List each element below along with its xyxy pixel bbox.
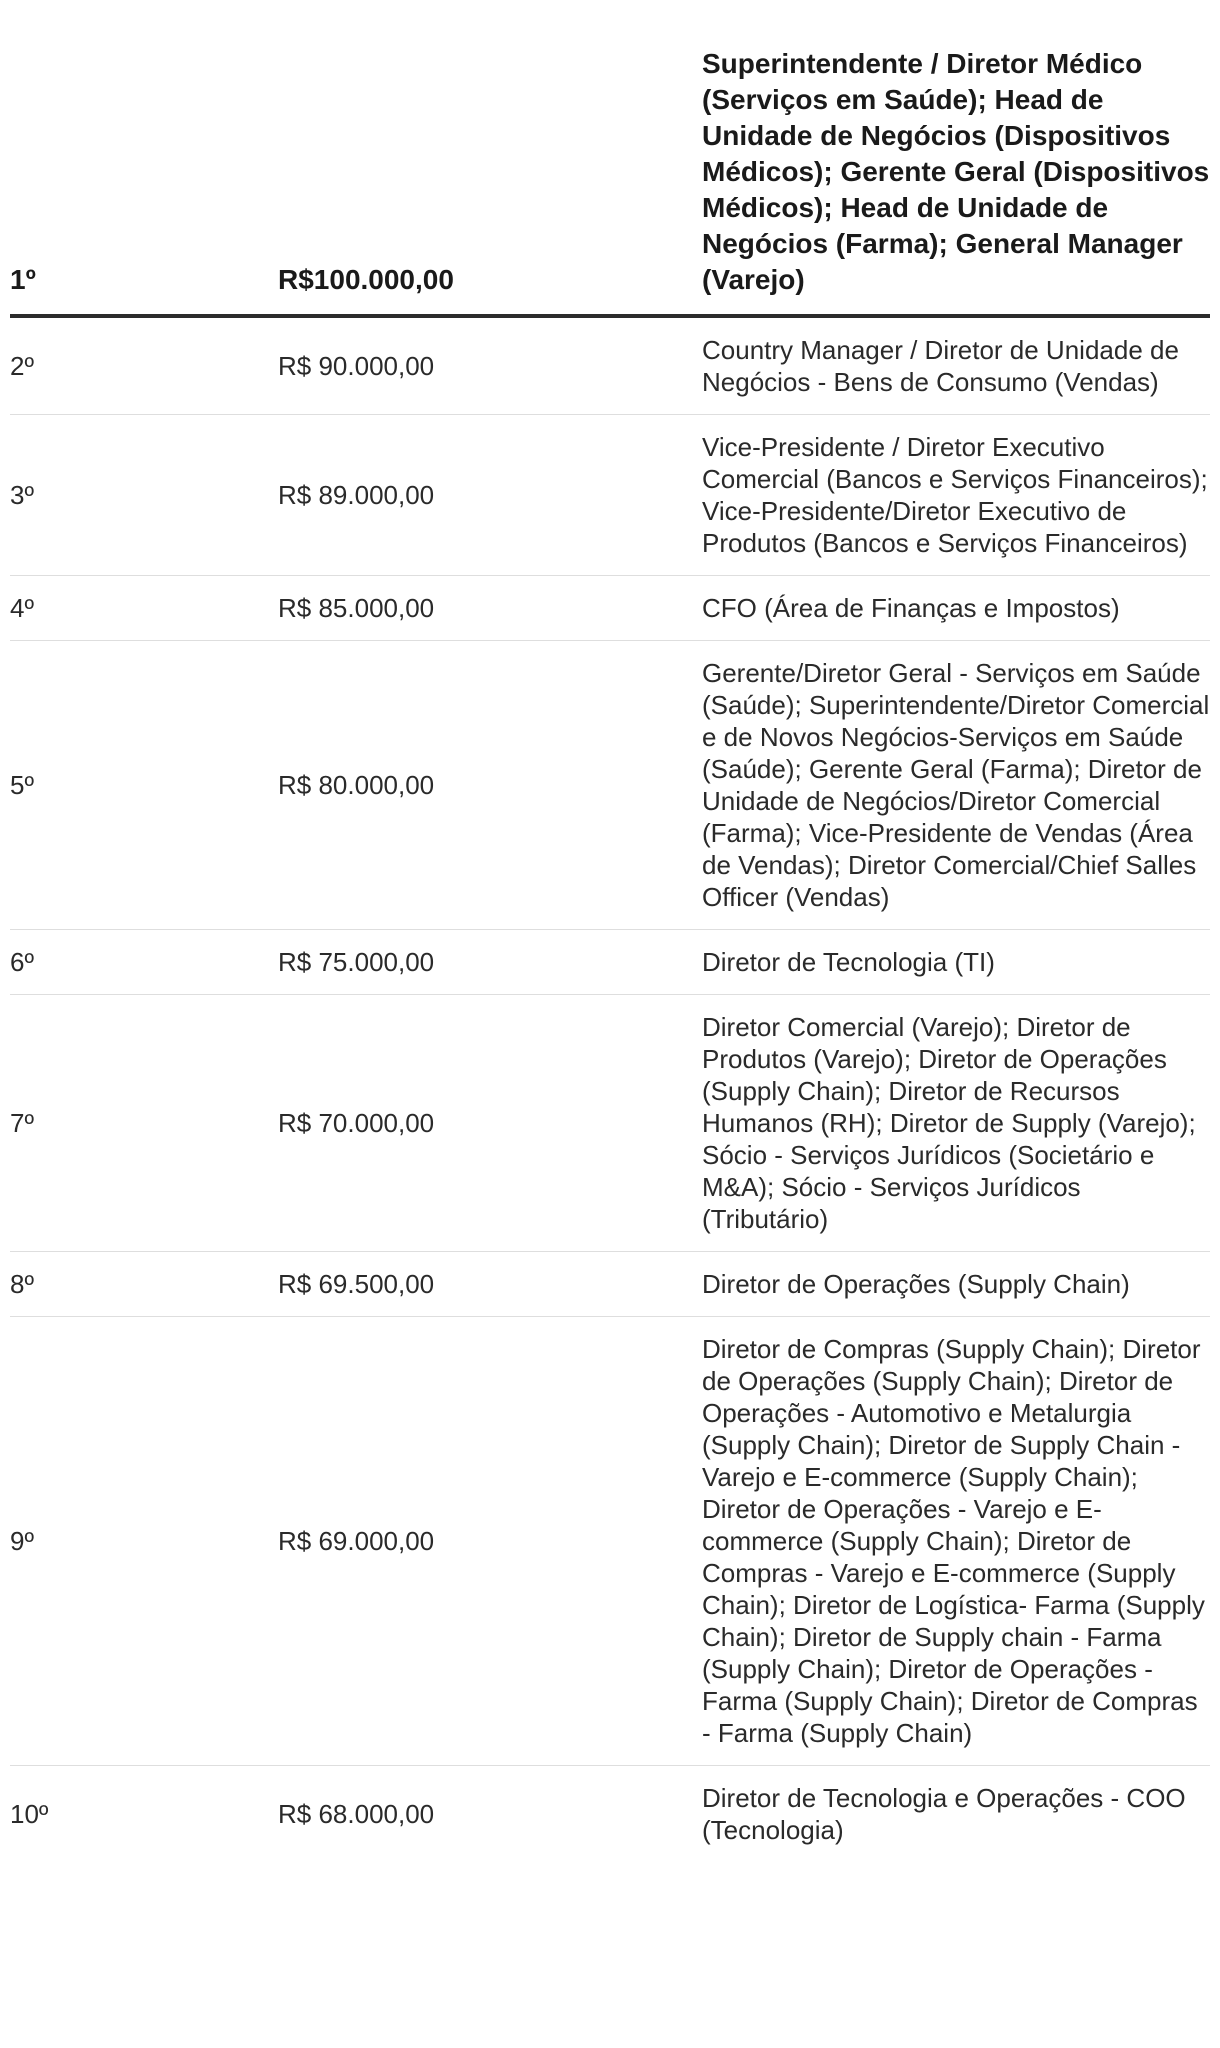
salary-cell: R$ 69.000,00 <box>278 1526 435 1556</box>
salary-cell: R$ 68.000,00 <box>278 1799 435 1829</box>
salary-cell: R$ 89.000,00 <box>278 480 435 510</box>
table-row <box>10 641 1210 930</box>
table-header-row <box>10 46 1210 318</box>
positions-cell: Vice-Presidente / Diretor Executivo Comercial (Bancos e Serviços Financeiros); Vice-Presidente/Diretor Executivo de Produtos (Bancos e Serviços Financeiros) <box>702 432 1208 558</box>
positions-cell: Diretor de Tecnologia e Operações - COO (Tecnologia) <box>702 1783 1186 1845</box>
positions-cell: Diretor de Compras (Supply Chain); Diretor de Operações (Supply Chain); Diretor de Operações - Automotivo e Metalurgia (Supply Chain); Diretor de Supply Chain - Varejo e E-commerce (Supply Chain); Diretor de Operações - Varejo e E-commerce (Supply Chain); Diretor de Compras - Varejo e E-commerce (Supply Chain); Diretor de Logística- Farma (Supply Chain); Diretor de Supply chain - Farma (Supply Chain); Diretor de Operações - Farma (Supply Chain); Diretor de Compras - Farma (Supply Chain) <box>702 1334 1205 1748</box>
positions-cell: Diretor Comercial (Varejo); Diretor de Produtos (Varejo); Diretor de Operações (Supply Chain); Diretor de Recursos Humanos (RH); Diretor de Supply (Varejo); Sócio - Serviços Jurídicos (Societário e M&A); Sócio - Serviços Jurídicos (Tributário) <box>702 1012 1196 1234</box>
table-row <box>10 1252 1210 1317</box>
positions-cell: CFO (Área de Finanças e Impostos) <box>702 593 1120 623</box>
rank-cell: 5º <box>10 770 34 800</box>
rank-cell: 7º <box>10 1108 34 1138</box>
positions-cell: Diretor de Tecnologia (TI) <box>702 947 995 977</box>
salary-cell: R$ 75.000,00 <box>278 947 435 977</box>
rank-cell: 10º <box>10 1799 49 1829</box>
rank-cell: 8º <box>10 1269 34 1299</box>
salary-cell: R$ 90.000,00 <box>278 351 435 381</box>
rank-cell: 6º <box>10 947 34 977</box>
salary-cell: R$ 70.000,00 <box>278 1108 435 1138</box>
positions-cell: Superintendente / Diretor Médico (Serviços em Saúde); Head de Unidade de Negócios (Dispositivos Médicos); Gerente Geral (Dispositivos Médicos); Head de Unidade de Negócios (Farma); General Manager (Varejo) <box>702 48 1210 295</box>
positions-cell: Gerente/Diretor Geral - Serviços em Saúde (Saúde); Superintendente/Diretor Comercial e de Novos Negócios-Serviços em Saúde (Saúde); Gerente Geral (Farma); Diretor de Unidade de Negócios/Diretor Comercial (Farma); Vice-Presidente de Vendas (Área de Vendas); Diretor Comercial/Chief Salles Officer (Vendas) <box>702 658 1210 912</box>
rank-cell: 9º <box>10 1526 34 1556</box>
salary-cell: R$ 85.000,00 <box>278 593 435 623</box>
table-row <box>10 1317 1210 1766</box>
table-row <box>10 1766 1210 1862</box>
salary-cell: R$ 69.500,00 <box>278 1269 435 1299</box>
rank-cell: 4º <box>10 593 34 623</box>
table-row <box>10 995 1210 1252</box>
rank-cell: 2º <box>10 351 34 381</box>
table-row <box>10 576 1210 641</box>
salary-cell: R$ 80.000,00 <box>278 770 435 800</box>
table-row <box>10 318 1210 415</box>
table-row <box>10 415 1210 576</box>
table-row <box>10 930 1210 995</box>
rank-cell: 1º <box>10 264 36 295</box>
rank-cell: 3º <box>10 480 34 510</box>
salary-cell: R$100.000,00 <box>278 264 454 295</box>
positions-cell: Diretor de Operações (Supply Chain) <box>702 1269 1130 1299</box>
salary-ranking-table <box>10 46 1210 1862</box>
positions-cell: Country Manager / Diretor de Unidade de Negócios - Bens de Consumo (Vendas) <box>702 335 1179 397</box>
